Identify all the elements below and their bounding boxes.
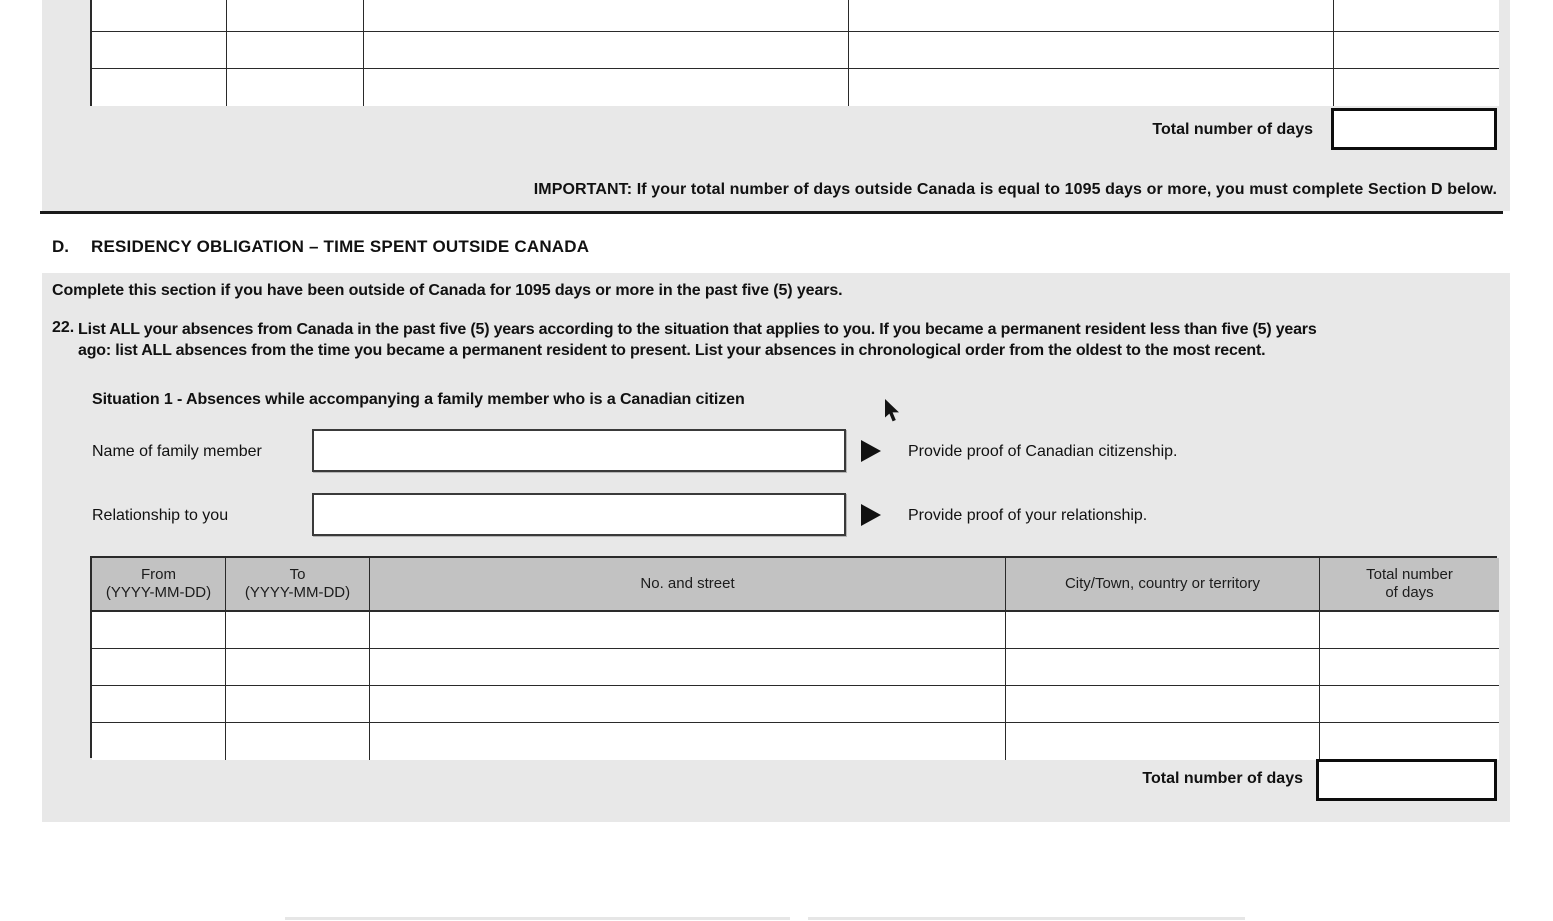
absence-table-cell[interactable] xyxy=(1320,612,1499,649)
absence-table-cell[interactable] xyxy=(92,612,226,649)
section-c-table-cell[interactable] xyxy=(92,0,227,32)
absence-table-cell[interactable] xyxy=(226,723,370,760)
absence-table-cell[interactable] xyxy=(92,649,226,686)
section-c-table-cell[interactable] xyxy=(849,32,1334,69)
section-c-table-cell[interactable] xyxy=(1334,69,1499,106)
section-divider xyxy=(40,211,1503,214)
absence-table-cell[interactable] xyxy=(370,649,1006,686)
question-22-line-2: ago: list ALL absences from the time you became a permanent resident to present. List your absences in chronological order from the oldest to the most recent. xyxy=(78,342,1266,359)
section-d-title: RESIDENCY OBLIGATION – TIME SPENT OUTSIDE CANADA xyxy=(91,237,590,256)
section-c-table-cell[interactable] xyxy=(364,69,849,106)
column-header-from-line1: From xyxy=(141,566,176,583)
section-c-table-cell[interactable] xyxy=(227,0,364,32)
column-header-city: City/Town, country or territory xyxy=(1006,558,1320,612)
absence-table-cell[interactable] xyxy=(1006,649,1320,686)
section-c-panel xyxy=(42,0,1510,211)
pointer-triangle-icon xyxy=(860,440,882,462)
absence-table-cell[interactable] xyxy=(370,723,1006,760)
mouse-cursor-icon xyxy=(884,399,902,425)
question-22-text xyxy=(78,319,1317,361)
section-c-table-cell[interactable] xyxy=(92,69,227,106)
citizenship-proof-instruction: Provide proof of Canadian citizenship. xyxy=(908,443,1178,460)
situation-1-total-days-input[interactable] xyxy=(1316,759,1497,801)
section-c-table-cell[interactable] xyxy=(364,0,849,32)
absence-table-cell[interactable] xyxy=(226,649,370,686)
absence-table-cell[interactable] xyxy=(226,612,370,649)
column-header-to xyxy=(226,558,370,612)
absence-table-cell[interactable] xyxy=(92,723,226,760)
section-c-table-cell[interactable] xyxy=(1334,0,1499,32)
section-d-panel xyxy=(42,273,1510,822)
section-c-table-cell[interactable] xyxy=(227,32,364,69)
pointer-triangle-icon xyxy=(860,504,882,526)
important-note: IMPORTANT: If your total number of days outside Canada is equal to 1095 days or more, you must complete Section D below. xyxy=(533,181,1497,198)
question-22-number: 22. xyxy=(52,319,75,336)
name-of-family-member-label: Name of family member xyxy=(92,443,262,460)
column-header-street: No. and street xyxy=(370,558,1006,612)
section-c-table-cell[interactable] xyxy=(227,69,364,106)
absence-table-cell[interactable] xyxy=(226,686,370,723)
column-header-to-line2: (YYYY-MM-DD) xyxy=(244,584,351,601)
next-page-edge xyxy=(285,917,790,920)
section-d-letter: D. xyxy=(52,237,69,256)
section-c-table-cell[interactable] xyxy=(92,32,227,69)
absence-table-cell[interactable] xyxy=(370,612,1006,649)
section-c-total-days-input[interactable] xyxy=(1331,108,1497,150)
absence-table-cell[interactable] xyxy=(92,686,226,723)
absence-table-cell[interactable] xyxy=(1006,612,1320,649)
relationship-proof-instruction: Provide proof of your relationship. xyxy=(908,507,1148,524)
situation-1-absence-table xyxy=(90,556,1497,758)
absence-table-cell[interactable] xyxy=(1006,686,1320,723)
section-c-total-days-label: Total number of days xyxy=(1152,121,1313,138)
column-header-from xyxy=(92,558,226,612)
section-c-absence-table xyxy=(90,0,1497,106)
relationship-to-you-input[interactable] xyxy=(312,493,846,536)
section-c-table-cell[interactable] xyxy=(364,32,849,69)
column-header-total-days: Total number of days xyxy=(1320,558,1499,612)
absence-table-cell[interactable] xyxy=(1320,686,1499,723)
next-page-edge xyxy=(808,917,1245,920)
absence-table-cell[interactable] xyxy=(1320,723,1499,760)
absence-table-cell[interactable] xyxy=(370,686,1006,723)
question-22-line-1: List ALL your absences from Canada in the past five (5) years according to the situation that applies to you. If you became a permanent resident less than five (5) years xyxy=(78,321,1317,338)
situation-1-total-days-label: Total number of days xyxy=(1142,770,1303,787)
column-header-from-line2: (YYYY-MM-DD) xyxy=(105,584,212,601)
absence-table-cell[interactable] xyxy=(1006,723,1320,760)
section-c-table-cell[interactable] xyxy=(1334,32,1499,69)
situation-1-heading: Situation 1 - Absences while accompanying a family member who is a Canadian citizen xyxy=(92,391,745,408)
section-c-table-cell[interactable] xyxy=(849,0,1334,32)
column-header-to-line1: To xyxy=(289,566,306,583)
section-d-intro: Complete this section if you have been outside of Canada for 1095 days or more in the past five (5) years. xyxy=(52,282,843,299)
name-of-family-member-input[interactable] xyxy=(312,429,846,472)
relationship-to-you-label: Relationship to you xyxy=(92,507,229,524)
absence-table-cell[interactable] xyxy=(1320,649,1499,686)
section-c-table-cell[interactable] xyxy=(849,69,1334,106)
